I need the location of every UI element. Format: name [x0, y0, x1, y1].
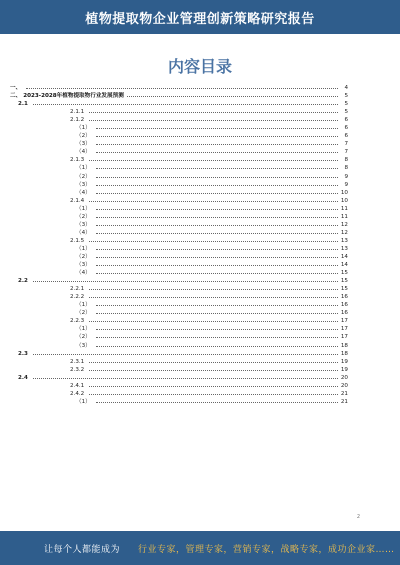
toc-entry[interactable] — [10, 84, 348, 92]
toc-leader-dots — [96, 265, 338, 266]
toc-leader-dots — [96, 305, 338, 306]
toc-entry-page: 4 — [344, 85, 348, 91]
toc-entry[interactable] — [10, 108, 348, 116]
toc-entry-number: 2.1.3 — [70, 157, 85, 164]
toc-entry-page: 15 — [340, 278, 348, 285]
toc-leader-dots — [96, 225, 338, 226]
toc-leader-dots — [96, 402, 338, 403]
toc-entry-page: 7 — [344, 141, 348, 148]
toc-entry[interactable] — [10, 197, 348, 205]
toc-entry-number: 2.2.2 — [70, 294, 85, 301]
toc-entry-page: 15 — [340, 270, 348, 277]
toc-leader-dots — [127, 96, 338, 97]
toc-leader-dots — [89, 394, 338, 395]
toc-entry-number: （2） — [76, 213, 91, 220]
toc-entry[interactable] — [10, 398, 348, 406]
toc-entry[interactable] — [10, 92, 348, 100]
toc-entry[interactable] — [10, 309, 348, 317]
toc-entry-page: 5 — [344, 101, 348, 108]
toc-entry-number: （4） — [76, 229, 91, 236]
toc-entry-page: 16 — [340, 310, 348, 317]
toc-entry-number: 2.1.4 — [70, 197, 85, 204]
toc-entry-number: （1） — [76, 326, 91, 333]
toc-entry-page: 16 — [340, 302, 348, 309]
toc-entry[interactable] — [10, 221, 348, 229]
toc-entry-page: 18 — [340, 350, 348, 357]
toc-entry-page: 6 — [344, 133, 348, 140]
toc-entry-page: 8 — [344, 165, 348, 172]
toc-entry-page: 6 — [344, 117, 348, 124]
toc-entry-number: （2） — [76, 334, 91, 341]
toc-leader-dots — [96, 249, 338, 250]
toc-leader-dots — [96, 233, 338, 234]
toc-entry-page: 11 — [340, 205, 348, 212]
toc-entry-number: 二、 — [10, 93, 22, 100]
toc-leader-dots — [96, 152, 338, 153]
report-header — [0, 0, 400, 34]
toc-entry[interactable] — [10, 100, 348, 108]
toc-leader-dots — [89, 289, 338, 290]
toc-entry-number: 2.1.1 — [70, 109, 85, 116]
toc-entry[interactable] — [10, 140, 348, 148]
toc-entry[interactable] — [10, 189, 348, 197]
toc-entry[interactable] — [10, 269, 348, 277]
toc-entry[interactable] — [10, 213, 348, 221]
footer-roles: 行业专家，管理专家，营销专家，战略专家，成功企业家…… — [138, 544, 395, 555]
toc-leader-dots — [96, 313, 338, 314]
toc-entry[interactable] — [10, 229, 348, 237]
toc-entry[interactable] — [10, 116, 348, 124]
toc-leader-dots — [96, 136, 338, 137]
toc-entry-number: （4） — [76, 149, 91, 156]
toc-entry-number: （3） — [76, 221, 91, 228]
toc-entry[interactable] — [10, 382, 348, 390]
toc-entry-number: （3） — [76, 181, 91, 188]
toc-leader-dots — [33, 354, 338, 355]
report-title: 植物提取物企业管理创新策略研究报告 — [85, 11, 315, 27]
toc-entry-number: （4） — [76, 270, 91, 277]
toc-entry-number: 2.1.5 — [70, 237, 85, 244]
toc-entry-number: （1） — [76, 125, 91, 132]
toc-entry[interactable] — [10, 293, 348, 301]
toc-entry-page: 17 — [340, 334, 348, 341]
toc-entry[interactable] — [10, 245, 348, 253]
toc-entry-page: 12 — [340, 221, 348, 228]
toc-entry-number: （3） — [76, 141, 91, 148]
toc-leader-dots — [33, 378, 338, 379]
toc-entry[interactable] — [10, 253, 348, 261]
toc-entry-number: 2.1 — [18, 101, 28, 108]
toc-entry-page: 13 — [340, 237, 348, 244]
toc-entry[interactable] — [10, 205, 348, 213]
toc-entry-number: （2） — [76, 310, 91, 317]
toc-entry-page: 17 — [340, 326, 348, 333]
toc-entry[interactable] — [10, 358, 348, 366]
toc-entry-page: 7 — [344, 149, 348, 156]
toc-entry-page: 18 — [340, 342, 348, 349]
toc-entry-number: （4） — [76, 189, 91, 196]
toc-entry-page: 19 — [340, 358, 348, 365]
toc-leader-dots — [33, 104, 338, 105]
toc-leader-dots — [89, 112, 338, 113]
toc-leader-dots — [96, 273, 338, 274]
toc-leader-dots — [96, 144, 338, 145]
toc-entry-number: （1） — [76, 302, 91, 309]
toc-entry[interactable] — [10, 148, 348, 156]
toc-entry-page: 13 — [340, 245, 348, 252]
toc-leader-dots — [96, 128, 338, 129]
toc-entry-number: 2.4.1 — [70, 382, 85, 389]
toc-leader-dots — [96, 177, 338, 178]
toc-entry-page: 16 — [340, 294, 348, 301]
toc-entry[interactable] — [10, 333, 348, 341]
toc-entry-number: 一、 — [10, 85, 22, 91]
toc-entry-page: 10 — [340, 189, 348, 196]
toc-entry-page: 15 — [340, 286, 348, 293]
toc-entry-page: 11 — [340, 213, 348, 220]
toc-leader-dots — [96, 337, 338, 338]
toc-entry-number: 2.4 — [18, 374, 28, 381]
toc-entry-page: 12 — [340, 229, 348, 236]
toc-leader-dots — [89, 362, 338, 363]
toc-entry-number: 2.3 — [18, 350, 28, 357]
report-footer — [0, 531, 400, 565]
toc-entry-number: 2.4.2 — [70, 390, 85, 397]
toc-entry-page: 21 — [340, 398, 348, 405]
toc-leader-dots — [89, 386, 338, 387]
toc-entry-page: 21 — [340, 390, 348, 397]
toc-entry[interactable] — [10, 132, 348, 140]
toc-entry[interactable] — [10, 366, 348, 374]
toc-entry-number: 2.3.2 — [70, 366, 85, 373]
toc-leader-dots — [89, 241, 338, 242]
toc-entry[interactable] — [10, 277, 348, 285]
toc-entry-number: （1） — [76, 165, 91, 172]
toc-leader-dots — [33, 281, 338, 282]
footer-slogan: 让每个人都能成为 — [44, 544, 121, 555]
toc-entry-number: （2） — [76, 173, 91, 180]
toc-entry[interactable] — [10, 317, 348, 325]
toc-leader-dots — [89, 201, 338, 202]
toc-entry-number: （2） — [76, 253, 91, 260]
toc-entry[interactable] — [10, 374, 348, 382]
toc-entry[interactable] — [10, 261, 348, 269]
toc-entry-page: 14 — [340, 253, 348, 260]
toc-entry-number: 2.1.2 — [70, 117, 85, 124]
toc-entry[interactable] — [10, 173, 348, 181]
toc-entry-page: 8 — [344, 157, 348, 164]
toc-leader-dots — [96, 257, 338, 258]
toc-leader-dots — [96, 168, 338, 169]
toc-entry-page: 17 — [340, 318, 348, 325]
toc-entry-page: 20 — [340, 374, 348, 381]
toc-entry[interactable] — [10, 301, 348, 309]
toc-leader-dots — [89, 297, 338, 298]
toc-leader-dots — [96, 217, 338, 218]
toc-leader-dots — [26, 88, 338, 89]
toc-entry[interactable] — [10, 390, 348, 398]
toc-leader-dots — [89, 321, 338, 322]
toc-entry-number: （2） — [76, 133, 91, 140]
toc-entry-page: 6 — [344, 125, 348, 132]
table-of-contents — [10, 84, 348, 406]
toc-entry-page: 14 — [340, 262, 348, 269]
toc-entry-page: 20 — [340, 382, 348, 389]
toc-leader-dots — [96, 209, 338, 210]
toc-entry-page: 19 — [340, 366, 348, 373]
toc-entry-number: （3） — [76, 262, 91, 269]
toc-entry-page: 5 — [344, 109, 348, 116]
toc-entry[interactable] — [10, 342, 348, 350]
toc-entry[interactable] — [10, 325, 348, 333]
toc-entry-number: （3） — [76, 342, 91, 349]
toc-entry-number: （1） — [76, 245, 91, 252]
toc-entry-number: 2.2 — [18, 278, 28, 285]
toc-title: 内容目录 — [167, 57, 232, 76]
toc-entry-text: 2023-2028年植物提取物行业发展预测 — [23, 93, 124, 100]
toc-entry-page: 9 — [344, 181, 348, 188]
page-number: 2 — [356, 514, 360, 520]
toc-entry[interactable] — [10, 285, 348, 293]
toc-entry[interactable] — [10, 350, 348, 358]
toc-leader-dots — [89, 120, 338, 121]
toc-entry[interactable] — [10, 156, 348, 164]
toc-entry-number: 2.3.1 — [70, 358, 85, 365]
toc-entry[interactable] — [10, 237, 348, 245]
toc-leader-dots — [89, 160, 338, 161]
toc-entry-number: （1） — [76, 398, 91, 405]
toc-entry-page: 9 — [344, 173, 348, 180]
toc-leader-dots — [96, 329, 338, 330]
toc-leader-dots — [89, 370, 338, 371]
toc-entry[interactable] — [10, 181, 348, 189]
toc-entry-page: 10 — [340, 197, 348, 204]
toc-entry[interactable] — [10, 124, 348, 132]
toc-leader-dots — [96, 346, 338, 347]
toc-entry-number: （1） — [76, 205, 91, 212]
toc-leader-dots — [96, 185, 338, 186]
toc-entry-page: 5 — [344, 93, 348, 100]
toc-entry-number: 2.2.1 — [70, 286, 85, 293]
toc-leader-dots — [96, 193, 338, 194]
toc-entry-number: 2.2.3 — [70, 318, 85, 325]
toc-entry[interactable] — [10, 164, 348, 172]
